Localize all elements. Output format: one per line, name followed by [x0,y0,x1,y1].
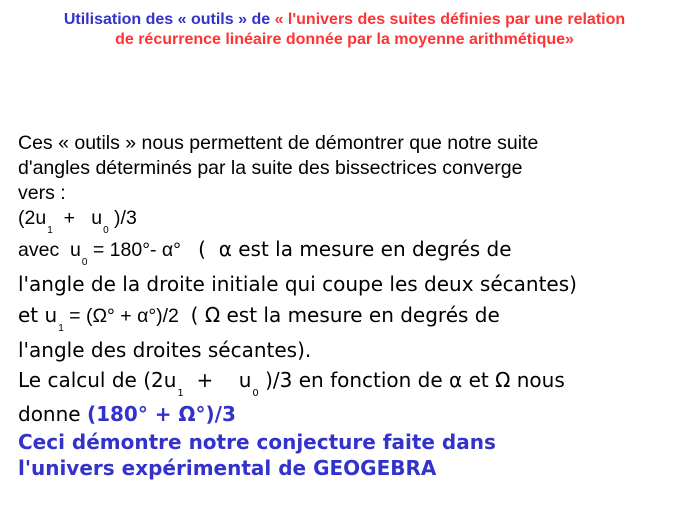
calcul-suffix: )/3 en fonction de α et Ω nous [258,368,565,392]
donne-line [18,399,678,429]
calcul-sub-0: 0 [252,388,259,399]
et-line [18,300,678,335]
formula-plus: + u [52,207,103,229]
formula-open: (2u [18,207,47,229]
title-line-2: de récurrence linéaire donnée par la moyenne arithmétique» [115,31,574,48]
et-sub: 1 [58,323,64,334]
et-desc: ( Ω est la mesure en degrés de [184,303,500,327]
formula-close: )/3 [108,207,137,229]
title-line-1 [0,10,689,30]
avec-formula: = 180°- α° [87,239,192,261]
intro-line-2: d'angles déterminés par la suite des bissectrices converge [18,157,523,179]
title-part-1: Utilisation des « outils » de [63,11,275,28]
donne-prefix: donne [18,402,87,426]
conclusion-line-2: l'univers expérimental de GEOGEBRA [18,456,437,480]
formula-sub-1: 1 [47,225,53,236]
donne-result: (180° + Ω°)/3 [86,402,236,426]
secantes-line: l'angle des droites sécantes). [18,338,312,362]
calcul-prefix: Le calcul de (2u [18,368,177,392]
calcul-line [18,366,678,399]
intro-line-1: Ces « outils » nous permettent de démontrer que notre suite [18,132,539,154]
calcul-mid: + u [183,368,252,392]
angle-line: l'angle de la droite initiale qui coupe les deux sécantes) [18,272,577,296]
avec-prefix: avec u [18,239,81,261]
et-prefix: et u [18,303,58,327]
et-formula: = (Ω° + α°)/2 [63,305,185,327]
calcul-sub-1: 1 [177,388,184,399]
title-part-2: « l'univers des suites définies par une relation [274,11,626,28]
conclusion-line-1: Ceci démontre notre conjecture faite dans [18,430,496,454]
avec-desc: ( α est la mesure en degrés de [191,237,512,261]
intro-line-3: vers : [18,182,66,204]
avec-sub: 0 [81,257,88,268]
formula-sub-0: 0 [103,225,109,236]
slide-title [0,10,689,50]
avec-line [18,234,678,269]
formula-line [18,206,678,234]
slide-body [18,131,678,481]
